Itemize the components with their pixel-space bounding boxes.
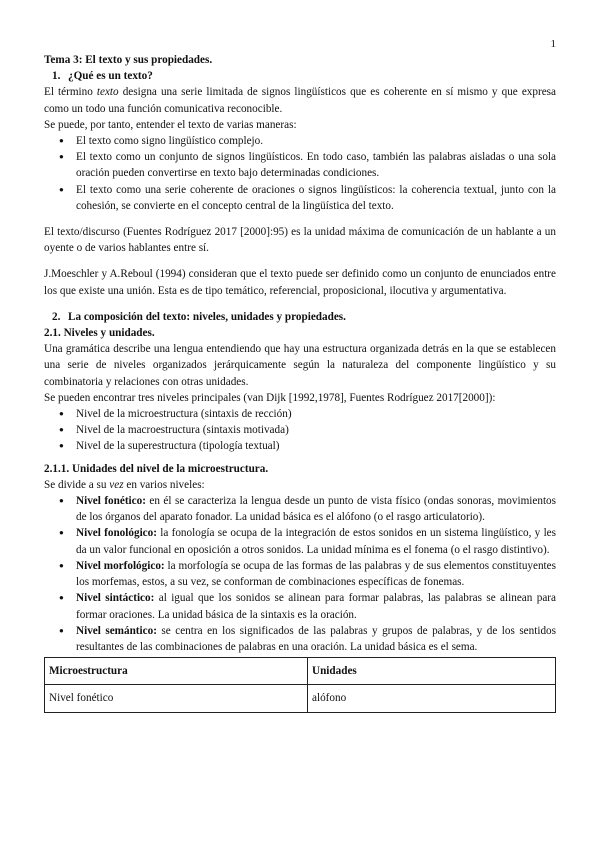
list-item — [44, 590, 556, 622]
level-text: la fonología se ocupa de la integración de estos sonidos en un sistema lingüístico, y les da un valor funcional en oposición a otros sonidos. La unidad mínima es el fonema (o el rasgo distintivo). — [76, 527, 556, 556]
table-cell: alófono — [308, 685, 556, 712]
page-content — [44, 52, 556, 713]
section-2-bullet-list — [44, 406, 556, 455]
level-name: Nivel morfológico: — [76, 559, 165, 572]
page-number: 1 — [550, 38, 556, 50]
table-header-cell: Microestructura — [45, 658, 308, 685]
document-title: Tema 3: El texto y sus propiedades. — [44, 54, 213, 66]
list-item: ● El texto como signo lingüístico complejo. — [44, 133, 556, 149]
text-span: El término — [44, 86, 97, 99]
text-span: en varios niveles: — [123, 478, 205, 491]
subsection-2-1-1-intro — [44, 477, 556, 493]
levels-bullet-list — [44, 493, 556, 655]
section-1-number: 1. — [52, 70, 61, 83]
list-item — [44, 493, 556, 525]
subsection-2-1-1-heading: 2.1.1. Unidades del nivel de la microestructura. — [44, 462, 269, 475]
level-name: Nivel fonético: — [76, 495, 146, 508]
table-row — [45, 685, 556, 712]
list-item — [44, 558, 556, 590]
level-name: Nivel semántico: — [76, 624, 157, 637]
section-2-paragraph-2: Se pueden encontrar tres niveles principales (van Dijk [1992,1978], Fuentes Rodríguez 2017[2000]): — [44, 391, 496, 404]
emphasis-texto: texto — [96, 86, 119, 99]
emphasis-vez: vez — [109, 478, 124, 491]
list-item — [44, 623, 556, 655]
list-item: ● Nivel de la superestructura (tipología textual) — [44, 438, 556, 454]
list-item: ● Nivel de la macroestructura (sintaxis motivada) — [44, 422, 556, 438]
level-text: la morfología se ocupa de las formas de las palabras y de sus elementos constituyentes los morfemas, estos, a su vez, se conforman de combinaciones específicas de fonemas. — [76, 559, 556, 589]
section-1-heading — [44, 68, 556, 84]
section-1-paragraph-1 — [44, 84, 556, 116]
text-span: designa una serie limitada de signos lingüísticos que es coherente en sí mismo y que expresa como un todo una función comunicativa reconocible. — [44, 86, 556, 115]
table-header-cell: Unidades — [308, 658, 556, 685]
list-item: ● El texto como una serie coherente de oraciones o signos lingüísticos: la coherencia textual, junto con la cohesión, se convierte en el concepto central de la lingüística del texto. — [44, 182, 556, 214]
section-2-heading — [44, 309, 556, 325]
level-text: al igual que los sonidos se alinean para formar palabras, las palabras se alinean para formar oraciones. La unidad básica de la sintaxis es la oración. — [76, 592, 556, 621]
list-item — [44, 525, 556, 557]
level-name: Nivel sintáctico: — [76, 592, 155, 605]
table-header-row — [45, 658, 556, 685]
text-span: Se divide a su — [44, 478, 110, 491]
section-2-paragraph-1: Una gramática describe una lengua entendiendo que hay una estructura organizada detrás en la que se establecen una serie de niveles organizados jerárquicamente según la naturaleza del componente lingüístico y su combinatoria y relaciones con otras unidades. — [44, 343, 556, 388]
section-1-paragraph-3: El texto/discurso (Fuentes Rodríguez 2017 [2000]:95) es la unidad máxima de comunicación de un hablante a un oyente o de varios hablantes entre sí. — [44, 226, 556, 255]
list-item: ● Nivel de la microestructura (sintaxis de rección) — [44, 406, 556, 422]
list-item: ● El texto como un conjunto de signos lingüísticos. En todo caso, también las palabras aisladas o una sola oración pueden convertirse en texto bajo determinadas condiciones. — [44, 149, 556, 181]
section-2-title: La composición del texto: niveles, unidades y propiedades. — [68, 310, 346, 323]
units-table — [44, 657, 556, 712]
subsection-2-1-heading: 2.1. Niveles y unidades. — [44, 327, 155, 340]
level-text: en él se caracteriza la lengua desde un punto de vista físico (ondas sonoras, movimientos de los órganos del aparato fonador. La unidad básica es el alófono (o el rasgo articulatorio). — [76, 495, 557, 524]
level-name: Nivel fonológico: — [76, 527, 157, 540]
section-2-number: 2. — [52, 310, 61, 323]
table-cell: Nivel fonético — [45, 685, 308, 712]
section-1-title: ¿Qué es un texto? — [68, 70, 153, 83]
section-1-paragraph-2: Se puede, por tanto, entender el texto de varias maneras: — [44, 118, 297, 131]
level-text: se centra en los significados de las palabras y grupos de palabras, y de los sentidos resultantes de las combinaciones de palabras en una oración. La unidad básica es el sema. — [76, 624, 557, 653]
section-1-paragraph-4: J.Moeschler y A.Reboul (1994) consideran que el texto puede ser definido como un conjunto de enunciados entre los que existe una unión. Esta es de tipo temático, referencial, proposicional, ilocutiva y argumentativa. — [44, 268, 556, 297]
section-1-bullet-list — [44, 133, 556, 214]
